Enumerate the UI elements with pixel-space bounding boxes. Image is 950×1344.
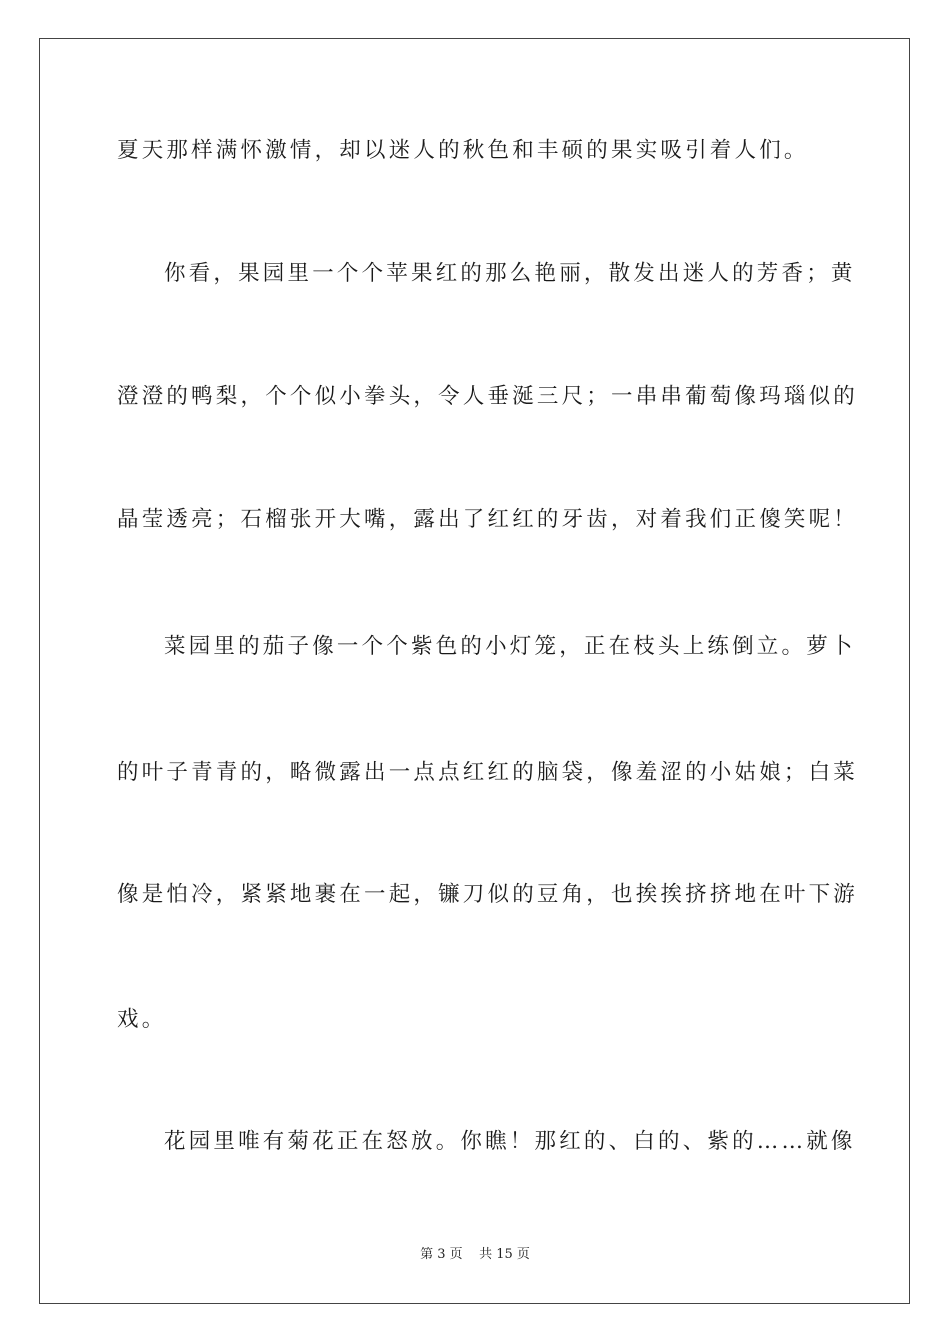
paragraph-vegetable-line-1: 菜园里的茄子像一个个紫色的小灯笼，正在枝头上练倒立。萝卜 xyxy=(164,634,856,659)
paragraph-orchard-line-3: 晶莹透亮；石榴张开大嘴，露出了红红的牙齿，对着我们正傻笑呢！ xyxy=(117,507,859,532)
paragraph-orchard-line-2: 澄澄的鸭梨，个个似小拳头，令人垂涎三尺；一串串葡萄像玛瑙似的 xyxy=(117,384,859,409)
paragraph-vegetable-line-3: 像是怕冷，紧紧地裹在一起，镰刀似的豆角，也挨挨挤挤地在叶下游 xyxy=(117,882,859,907)
paragraph-vegetable-line-2: 的叶子青青的，略微露出一点点红红的脑袋，像羞涩的小姑娘；白菜 xyxy=(117,760,859,785)
page-number-footer: 第 3 页 共 15 页 xyxy=(420,1247,530,1262)
paragraph-vegetable-line-4: 戏。 xyxy=(117,1007,167,1032)
paragraph-flower-line-1: 花园里唯有菊花正在怒放。你瞧！那红的、白的、紫的……就像 xyxy=(164,1129,856,1154)
paragraph-orchard-line-1: 你看，果园里一个个苹果红的那么艳丽，散发出迷人的芳香；黄 xyxy=(164,261,856,286)
page-border xyxy=(39,38,910,1304)
text-line-1: 夏天那样满怀激情，却以迷人的秋色和丰硕的果实吸引着人们。 xyxy=(117,138,809,163)
